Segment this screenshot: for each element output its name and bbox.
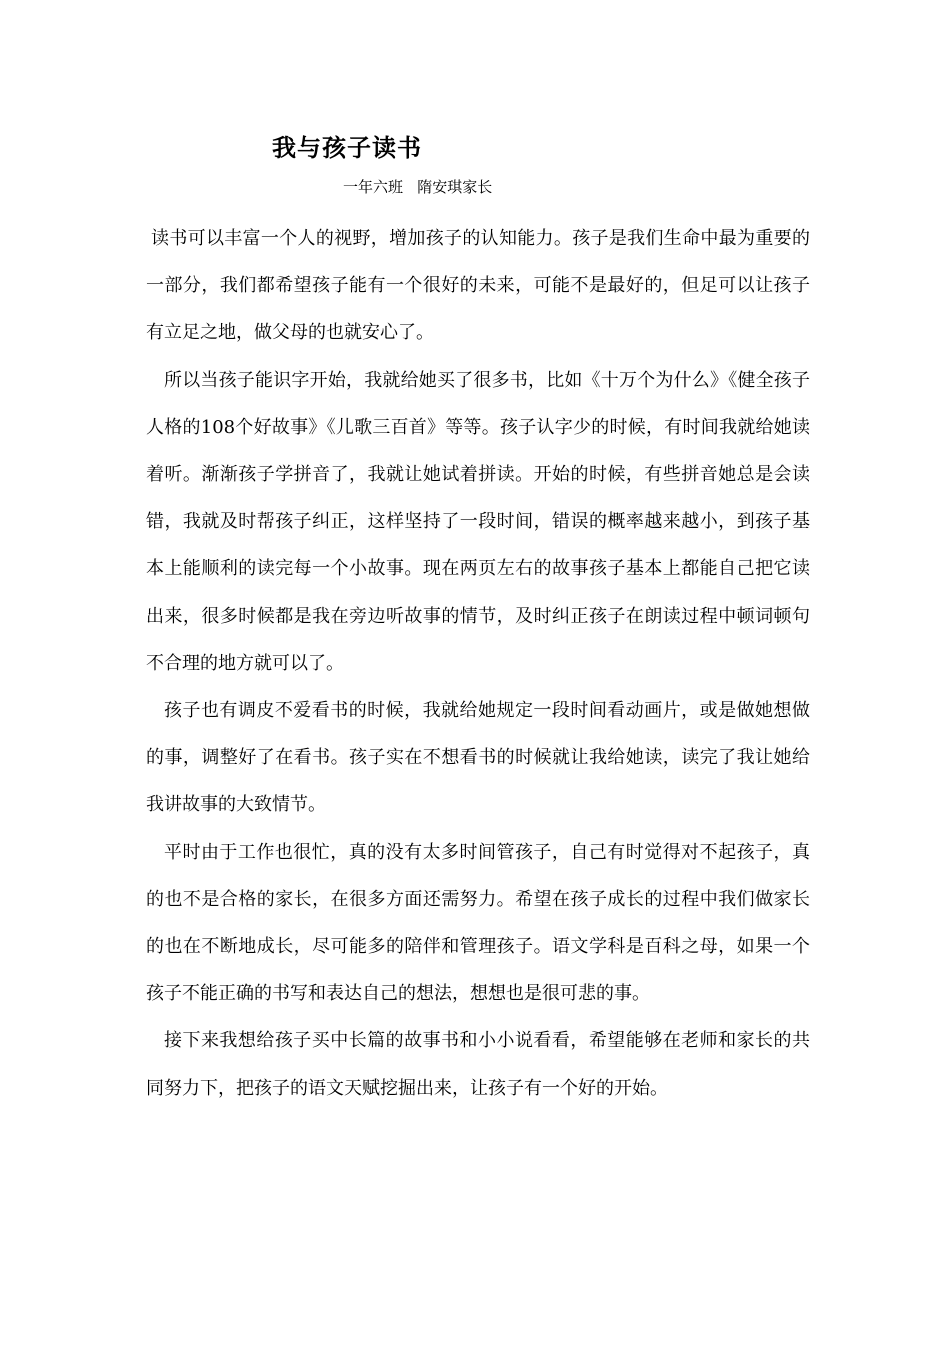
document-body bbox=[146, 215, 810, 1112]
paragraph-2: 所以当孩子能识字开始，我就给她买了很多书，比如《十万个为什么》《健全孩子人格的108个好故事》《儿歌三百首》等等。孩子认字少的时候，有时间我就给她读着听。渐渐孩子学拼音了，我就让她试着拼读。开始的时候，有些拼音她总是会读错，我就及时帮孩子纠正，这样坚持了一段时间，错误的概率越来越小，到孩子基本上能顺利的读完每一个小故事。现在两页左右的故事孩子基本上都能自己把它读出来，很多时候都是我在旁边听故事的情节，及时纠正孩子在朗读过程中顿词顿句不合理的地方就可以了。 bbox=[146, 369, 810, 674]
paragraph-1: 读书可以丰富一个人的视野，增加孩子的认知能力。孩子是我们生命中最为重要的一部分，我们都希望孩子能有一个很好的未来，可能不是最好的，但足可以让孩子有立足之地，做父母的也就安心了。 bbox=[146, 228, 810, 344]
author-line: 一年六班 隋安琪家长 bbox=[343, 178, 493, 196]
document-title: 我与孩子读书 bbox=[272, 133, 422, 162]
paragraph-3: 孩子也有调皮不爱看书的时候，我就给她规定一段时间看动画片，或是做她想做的事，调整好了在看书。孩子实在不想看书的时候就让我给她读，读完了我让她给我讲故事的大致情节。 bbox=[146, 700, 810, 816]
paragraph-5: 接下来我想给孩子买中长篇的故事书和小小说看看，希望能够在老师和家长的共同努力下，把孩子的语文天赋挖掘出来，让孩子有一个好的开始。 bbox=[146, 1030, 810, 1099]
paragraph-4: 平时由于工作也很忙，真的没有太多时间管孩子，自己有时觉得对不起孩子，真的也不是合格的家长，在很多方面还需努力。希望在孩子成长的过程中我们做家长的也在不断地成长，尽可能多的陪伴和管理孩子。语文学科是百科之母，如果一个孩子不能正确的书写和表达自己的想法，想想也是很可悲的事。 bbox=[146, 841, 810, 1005]
